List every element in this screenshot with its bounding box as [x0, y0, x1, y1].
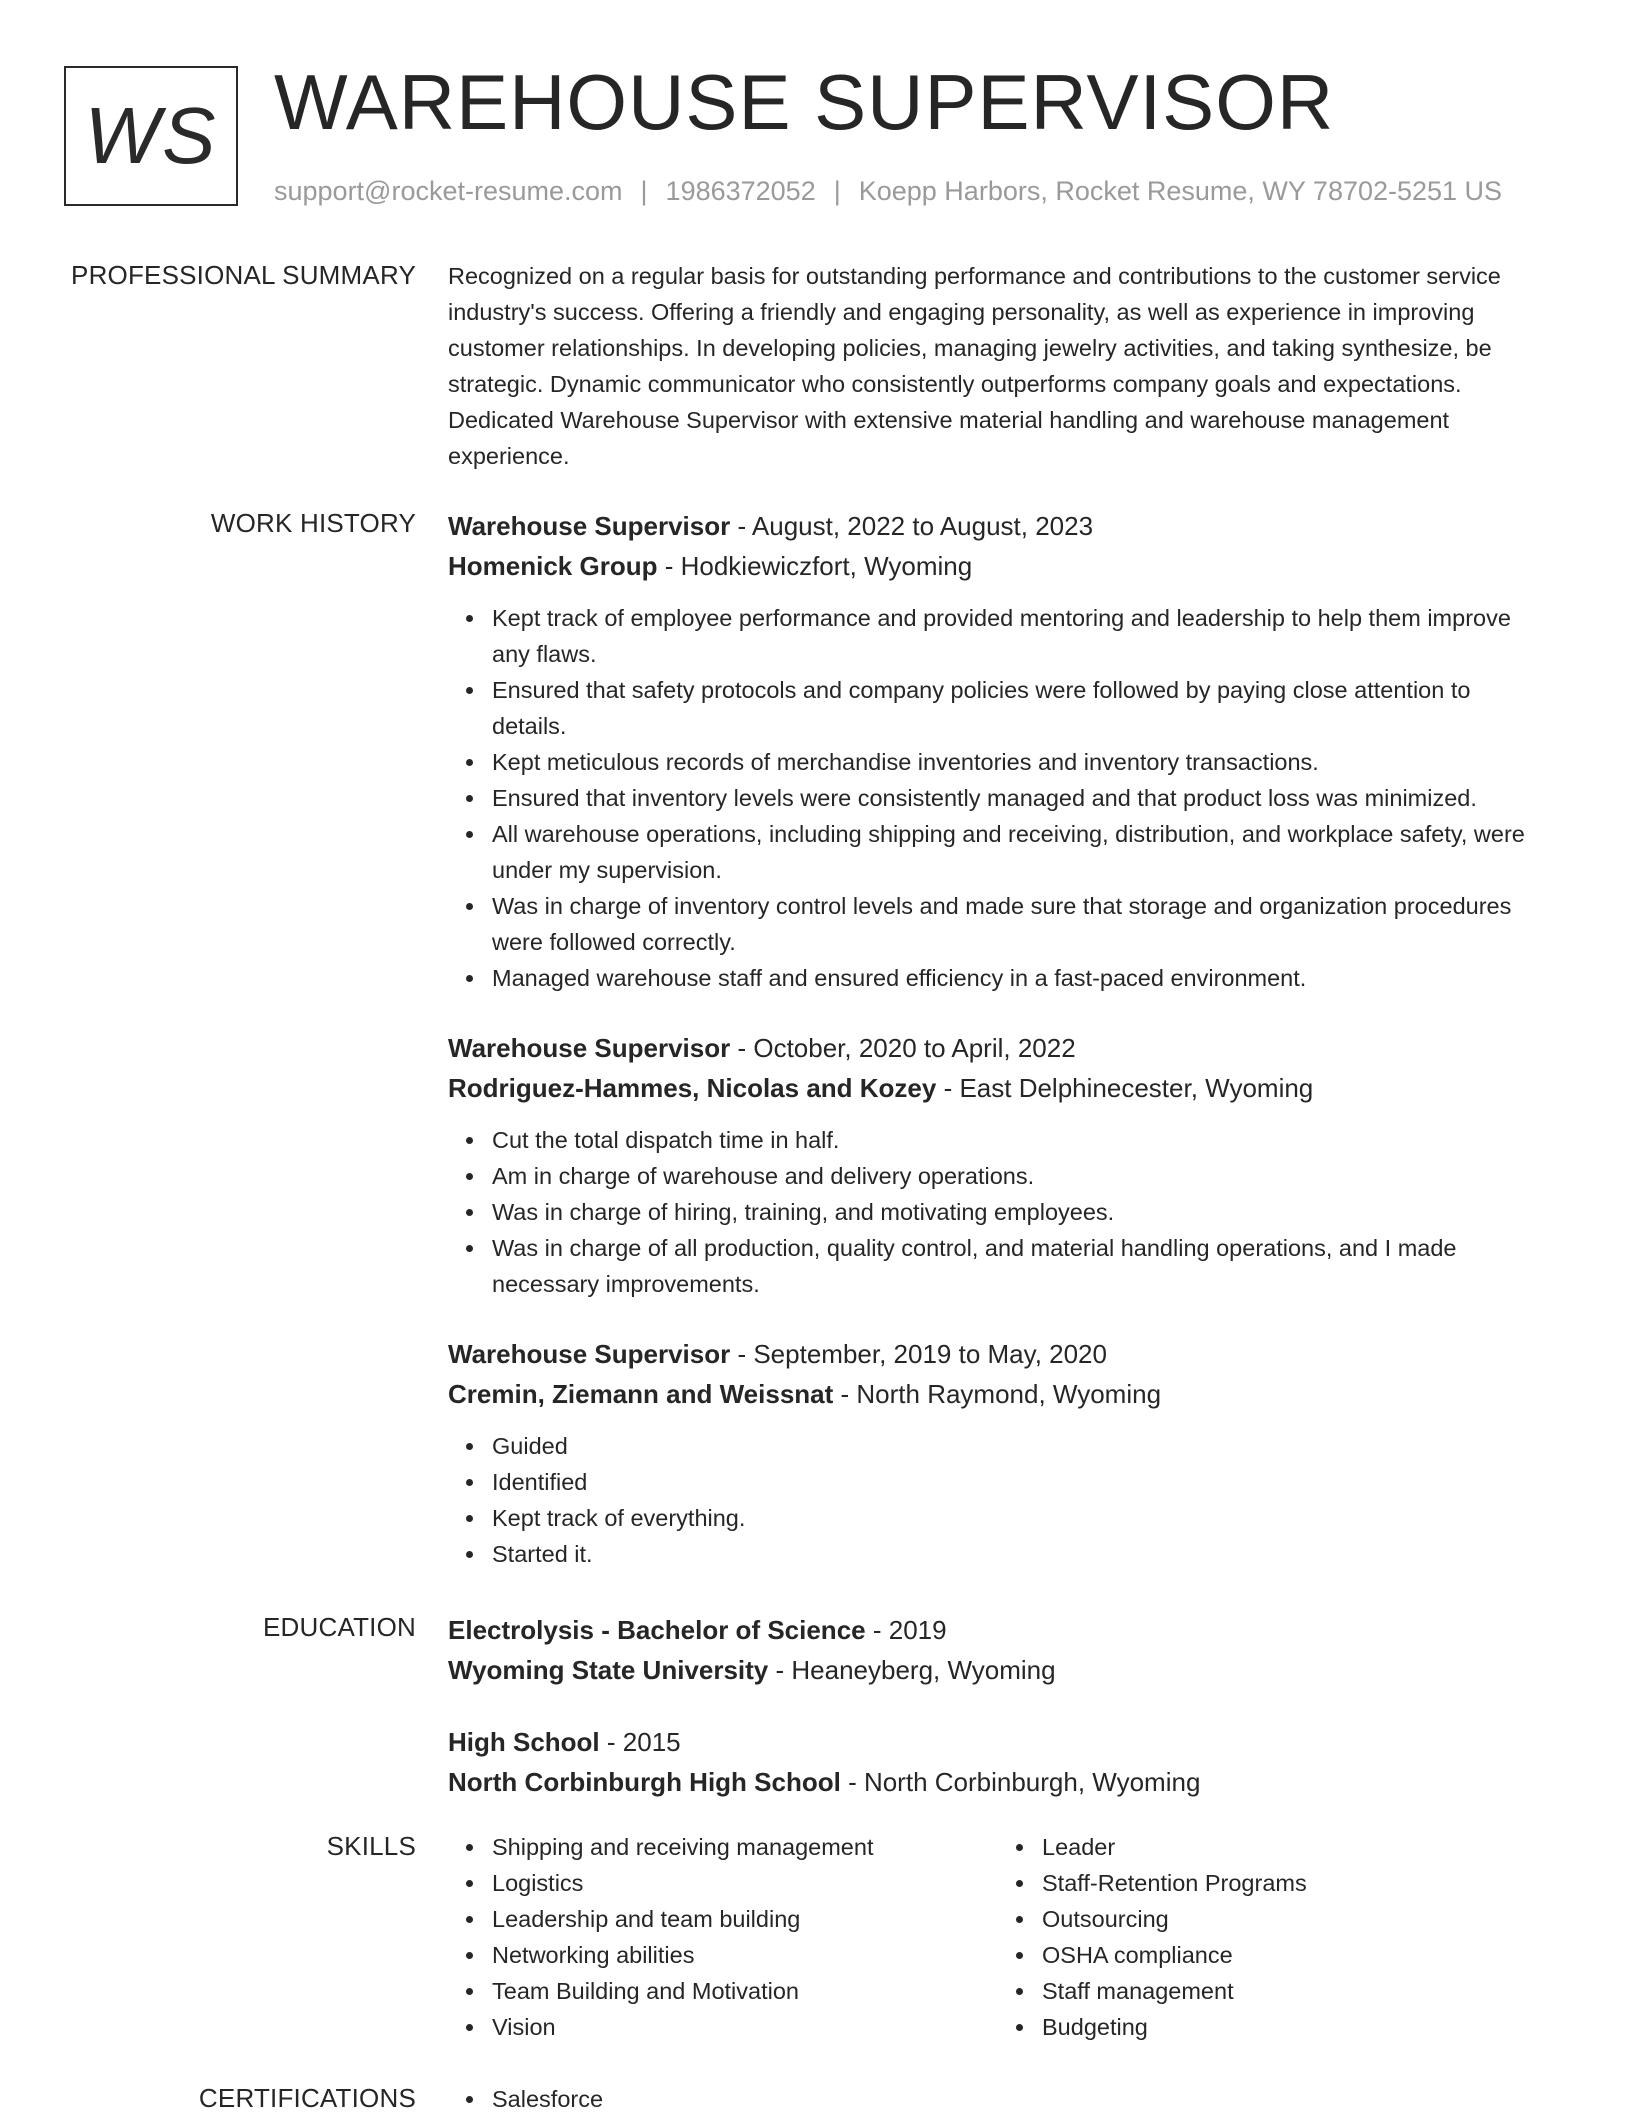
- education-degree: High School: [448, 1727, 600, 1757]
- job-bullets: [448, 1122, 1548, 1302]
- job-company-line: [448, 546, 1548, 586]
- job-title-line: [448, 506, 1548, 546]
- resume-title: WAREHOUSE SUPERVISOR: [274, 58, 1335, 146]
- education-entry: [448, 1610, 1548, 1690]
- job-bullet: Started it.: [492, 1536, 1548, 1572]
- skill-item: Staff management: [1042, 1973, 1548, 2009]
- job-bullet: Cut the total dispatch time in half.: [492, 1122, 1548, 1158]
- skills-body: [448, 1829, 1548, 2045]
- job-location: - North Raymond, Wyoming: [833, 1379, 1162, 1409]
- education-entry: [448, 1722, 1548, 1802]
- skills-list-left: [448, 1829, 998, 2045]
- section-heading: CERTIFICATIONS: [198, 2083, 416, 2113]
- education-school: Wyoming State University: [448, 1655, 769, 1685]
- job-entry: [448, 506, 1548, 996]
- job-bullets: [448, 600, 1548, 996]
- education-school-line: [448, 1650, 1548, 1690]
- job-company: Rodriguez-Hammes, Nicolas and Kozey: [448, 1073, 937, 1103]
- job-role: Warehouse Supervisor: [448, 1339, 731, 1369]
- job-bullet: Was in charge of hiring, training, and motivating employees.: [492, 1194, 1548, 1230]
- job-role: Warehouse Supervisor: [448, 511, 731, 541]
- job-bullet: Was in charge of inventory control levels and made sure that storage and organization procedures were followed correctly.: [492, 888, 1548, 960]
- education-degree-line: [448, 1610, 1548, 1650]
- skill-item: Networking abilities: [492, 1937, 998, 1973]
- education-school: North Corbinburgh High School: [448, 1767, 841, 1797]
- job-title-line: [448, 1334, 1548, 1374]
- job-dates: - August, 2022 to August, 2023: [730, 511, 1094, 541]
- education-school-line: [448, 1762, 1548, 1802]
- job-entry: [448, 1028, 1548, 1302]
- job-title-line: [448, 1028, 1548, 1068]
- job-bullet: Ensured that safety protocols and company policies were followed by paying close attention to details.: [492, 672, 1548, 744]
- section-heading: WORK HISTORY: [210, 508, 416, 538]
- monogram-logo: [64, 66, 238, 206]
- section-heading: PROFESSIONAL SUMMARY: [71, 260, 416, 290]
- job-bullet: Ensured that inventory levels were consistently managed and that product loss was minimized.: [492, 780, 1548, 816]
- contact-separator: |: [640, 176, 648, 206]
- education-degree-line: [448, 1722, 1548, 1762]
- skills-grid: [448, 1829, 1548, 2045]
- skill-item: Leader: [1042, 1829, 1548, 1865]
- job-bullet: Kept track of everything.: [492, 1500, 1548, 1536]
- work-history-body: [448, 506, 1548, 1604]
- summary-body: [448, 258, 1548, 474]
- monogram-text: WS: [84, 91, 218, 180]
- contact-phone: 1986372052: [665, 176, 816, 206]
- skill-item: Leadership and team building: [492, 1901, 998, 1937]
- job-bullet: Am in charge of warehouse and delivery operations.: [492, 1158, 1548, 1194]
- job-bullet: Managed warehouse staff and ensured efficiency in a fast-paced environment.: [492, 960, 1548, 996]
- skill-item: OSHA compliance: [1042, 1937, 1548, 1973]
- job-company-line: [448, 1374, 1548, 1414]
- contact-line: [274, 174, 1502, 208]
- job-bullet: Was in charge of all production, quality control, and material handling operations, and I made necessary improvements.: [492, 1230, 1548, 1302]
- job-dates: - October, 2020 to April, 2022: [730, 1033, 1076, 1063]
- skill-item: Staff-Retention Programs: [1042, 1865, 1548, 1901]
- job-bullets: [448, 1428, 1548, 1572]
- job-dates: - September, 2019 to May, 2020: [730, 1339, 1107, 1369]
- job-bullet: Kept meticulous records of merchandise inventories and inventory transactions.: [492, 744, 1548, 780]
- section-heading: EDUCATION: [263, 1612, 416, 1642]
- skill-item: Outsourcing: [1042, 1901, 1548, 1937]
- skills-list-right: [998, 1829, 1548, 2045]
- job-entry: [448, 1334, 1548, 1572]
- job-location: - Hodkiewiczfort, Wyoming: [657, 551, 973, 581]
- contact-email: support@rocket-resume.com: [274, 176, 623, 206]
- job-bullet: All warehouse operations, including shipping and receiving, distribution, and workplace safety, were under my supervision.: [492, 816, 1548, 888]
- skill-item: Logistics: [492, 1865, 998, 1901]
- job-bullet: Guided: [492, 1428, 1548, 1464]
- job-bullet: Kept track of employee performance and provided mentoring and leadership to help them improve any flaws.: [492, 600, 1548, 672]
- education-location: - North Corbinburgh, Wyoming: [840, 1767, 1201, 1797]
- summary-text: Recognized on a regular basis for outstanding performance and contributions to the customer service industry's success. Offering a friendly and engaging personality, as well as experience in improving customer relationships. In developing policies, managing jewelry activities, and taking synthesize, be strategic. Dynamic communicator who consistently outperforms company goals and expectations. Dedicated Warehouse Supervisor with extensive material handling and warehouse management experience.: [448, 263, 1501, 469]
- job-role: Warehouse Supervisor: [448, 1033, 731, 1063]
- job-location: - East Delphinecester, Wyoming: [936, 1073, 1314, 1103]
- education-location: - Heaneyberg, Wyoming: [768, 1655, 1056, 1685]
- education-year: - 2015: [599, 1727, 681, 1757]
- contact-separator: |: [833, 176, 841, 206]
- skill-item: Team Building and Motivation: [492, 1973, 998, 2009]
- section-heading: SKILLS: [326, 1831, 416, 1861]
- education-body: [448, 1610, 1548, 1834]
- education-degree: Electrolysis - Bachelor of Science: [448, 1615, 866, 1645]
- skill-item: Shipping and receiving management: [492, 1829, 998, 1865]
- education-year: - 2019: [865, 1615, 947, 1645]
- job-company: Cremin, Ziemann and Weissnat: [448, 1379, 834, 1409]
- contact-address: Koepp Harbors, Rocket Resume, WY 78702-5251 US: [858, 176, 1503, 206]
- job-company-line: [448, 1068, 1548, 1108]
- job-bullet: Identified: [492, 1464, 1548, 1500]
- job-company: Homenick Group: [448, 551, 658, 581]
- skill-item: Budgeting: [1042, 2009, 1548, 2045]
- certification-item: Salesforce: [492, 2081, 1548, 2117]
- skill-item: Vision: [492, 2009, 998, 2045]
